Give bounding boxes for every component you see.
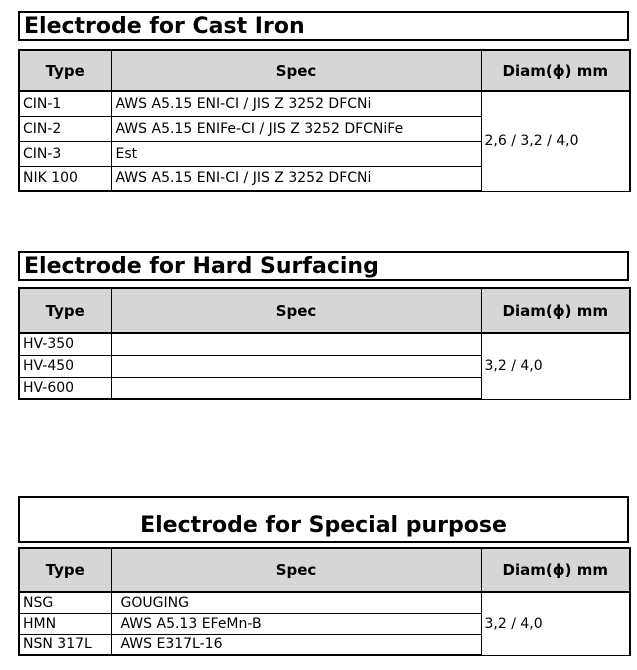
type-cell: HV-350 [19,333,111,355]
diameter-cell: 2,6 / 3,2 / 4,0 [481,91,630,191]
spec-cell: AWS A5.15 ENI-CI / JIS Z 3252 DFCNi [111,166,481,191]
spec-header: Spec [111,50,481,91]
type-header: Type [19,288,111,333]
spec-cell: AWS E317L-16 [111,634,481,655]
table-header-row [19,50,630,91]
spec-cell: Est [111,141,481,166]
spec-cell: AWS A5.15 ENIFe-CI / JIS Z 3252 DFCNiFe [111,116,481,141]
type-cell: CIN-2 [19,116,111,141]
type-cell: NSG [19,592,111,613]
cast-iron-table [18,49,631,192]
section-title-cast-iron: Electrode for Cast Iron [18,11,629,41]
diam-header: Diam(ϕ) mm [481,548,630,592]
type-cell: CIN-1 [19,91,111,116]
diameter-cell: 3,2 / 4,0 [481,592,630,655]
type-header: Type [19,548,111,592]
hard-surfacing-table [18,287,631,400]
spec-header: Spec [111,288,481,333]
special-purpose-table [18,547,631,656]
section-title-special-purpose: Electrode for Special purpose [18,496,629,543]
type-header: Type [19,50,111,91]
spec-cell [111,377,481,399]
diameter-cell: 3,2 / 4,0 [481,333,630,399]
diam-header: Diam(ϕ) mm [481,288,630,333]
type-cell: HV-450 [19,355,111,377]
table-row [19,592,630,613]
spec-cell [111,333,481,355]
type-cell: HV-600 [19,377,111,399]
spec-cell [111,355,481,377]
type-cell: CIN-3 [19,141,111,166]
type-cell: NIK 100 [19,166,111,191]
table-header-row [19,288,630,333]
table-row [19,333,630,355]
spec-header: Spec [111,548,481,592]
diam-header: Diam(ϕ) mm [481,50,630,91]
table-row [19,91,630,116]
spec-cell: GOUGING [111,592,481,613]
type-cell: NSN 317L [19,634,111,655]
spec-cell: AWS A5.15 ENI-CI / JIS Z 3252 DFCNi [111,91,481,116]
spec-cell: AWS A5.13 EFeMn-B [111,613,481,634]
table-header-row [19,548,630,592]
section-title-hard-surfacing: Electrode for Hard Surfacing [18,251,629,281]
type-cell: HMN [19,613,111,634]
